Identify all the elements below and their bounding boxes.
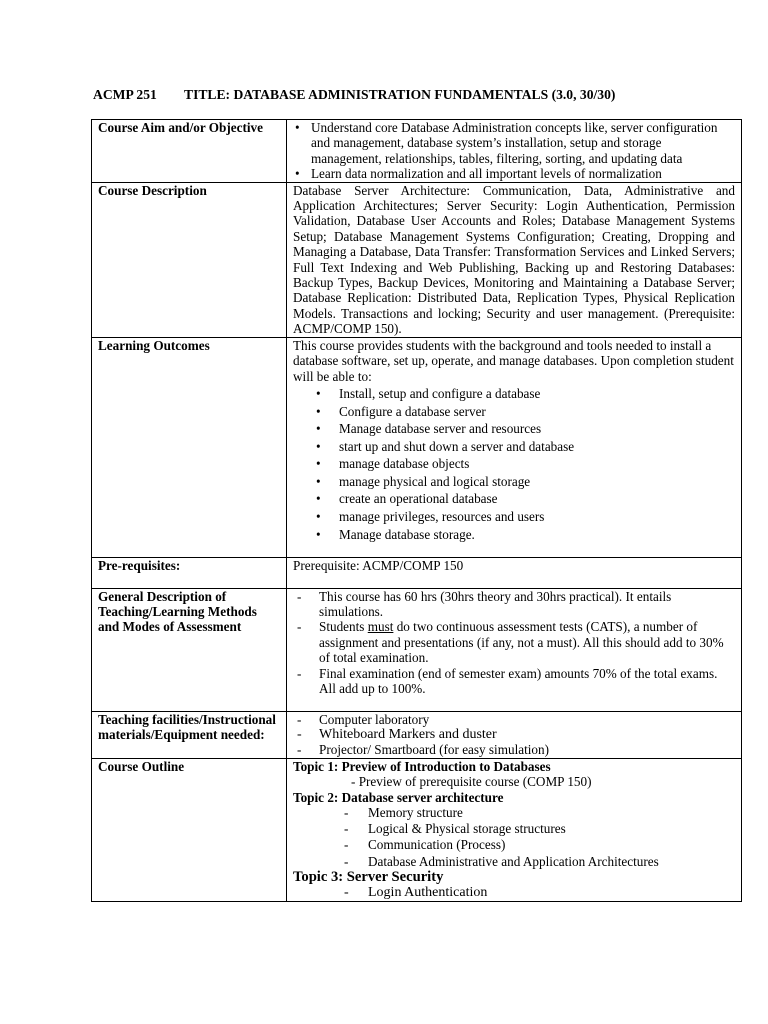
outcomes-intro: This course provides students with the background and tools needed to install a database software, set up, operate, and manage databases. Upon completion student will be able to: [293, 337, 734, 384]
list-item: • start up and shut down a server and database [339, 438, 735, 456]
spacer [293, 543, 735, 557]
syllabus-table [91, 119, 742, 902]
label-prereq: Pre-requisites: [92, 558, 287, 588]
label-outcomes: Learning Outcomes [92, 337, 287, 558]
label-outline: Course Outline [92, 758, 287, 902]
row-aim [92, 120, 742, 183]
course-code: ACMP 251 [93, 87, 157, 102]
content-aim [287, 120, 742, 183]
methods-text: do two continuous assessment tests (CATS), a number of assignment and presentations (if any, not a must). All this should add to 30% of total examination. [319, 619, 724, 666]
list-item: - This course has 60 hrs (30hrs theory and 30hrs practical). It entails simulations. [319, 589, 735, 620]
topic-subitem: - Preview of prerequisite course (COMP 150) [351, 774, 592, 790]
row-outline [92, 758, 742, 902]
list-item: - Projector/ Smartboard (for easy simulation) [319, 742, 735, 757]
list-item: • manage database objects [339, 455, 735, 473]
aim-list [293, 120, 735, 182]
methods-list [293, 589, 735, 697]
list-item: • Manage database server and resources [339, 420, 735, 438]
label-facilities: Teaching facilities/Instructional materials/Equipment needed: [92, 711, 287, 758]
row-methods [92, 588, 742, 711]
topic-items [293, 885, 735, 901]
list-item: • manage privileges, resources and users [339, 508, 735, 526]
label-methods: General Description of Teaching/Learning Methods and Modes of Assessment [92, 588, 287, 711]
row-outcomes [92, 337, 742, 558]
content-outcomes [287, 337, 742, 558]
list-item [319, 619, 735, 665]
methods-text: Students [319, 619, 368, 635]
list-item: - Login Authentication [368, 885, 735, 901]
content-facilities [287, 711, 742, 758]
topic-heading: Topic 1: Preview of Introduction to Databases [293, 758, 551, 774]
list-item: - Final examination (end of semester exam) amounts 70% of the total exams. All add up to 100%. [319, 666, 735, 697]
list-item: - Database Administrative and Application Architectures [368, 854, 735, 870]
outcomes-list [293, 385, 735, 543]
spacer [293, 697, 735, 711]
list-item: - Whiteboard Markers and duster [319, 727, 735, 742]
list-item: - Memory structure [368, 805, 735, 821]
content-outline [287, 758, 742, 902]
topic-heading: Topic 3: Server Security [293, 868, 444, 885]
row-description [92, 182, 742, 337]
list-item: - Communication (Process) [368, 837, 735, 853]
list-item: • Configure a database server [339, 403, 735, 421]
content-description: Database Server Architecture: Communication, Data, Administrative and Application Architectures; Server Security: Login Authentication, Permission Validation, Database User Accounts and Roles; Database Management Systems Setup; Database Management Systems Configuration; Creating, Dropping and Managing a Database, Data Transfer: Transformation Services and Linked Servers; Full Text Indexing and Web Publishing, Backing up and Restoring Databases: Backup Types, Backup Devices, Monitoring and Maintaining a Database Server; Database Replication: Distributed Data, Replication Types, Physical Replication Models. Transactions and locking; Security and user management. (Prerequisite: ACMP/COMP 150). [287, 182, 742, 337]
document-heading [93, 87, 615, 102]
list-item: - Computer laboratory [319, 712, 735, 727]
list-item: • Manage database storage. [339, 526, 735, 544]
list-item: • Learn data normalization and all important levels of normalization [311, 166, 735, 181]
content-methods [287, 588, 742, 711]
facilities-list [293, 712, 735, 758]
list-item: • create an operational database [339, 490, 735, 508]
list-item: • Install, setup and configure a database [339, 385, 735, 403]
topic-heading: Topic 2: Database server architecture [293, 789, 504, 805]
row-prereq [92, 558, 742, 588]
topic-items [293, 805, 735, 870]
methods-emphasis: must [367, 619, 394, 635]
prereq-text: Prerequisite: ACMP/COMP 150 [293, 558, 464, 574]
content-prereq [287, 558, 742, 588]
spacer [293, 574, 735, 588]
row-facilities [92, 711, 742, 758]
list-item: • Understand core Database Administration concepts like, server configuration and management, database system’s installation, setup and storage management, relationships, tables, filtering, sorting, and updating data [311, 120, 735, 166]
list-item: - Logical & Physical storage structures [368, 821, 735, 837]
course-title: TITLE: DATABASE ADMINISTRATION FUNDAMENTALS (3.0, 30/30) [184, 87, 616, 102]
label-aim: Course Aim and/or Objective [92, 120, 287, 183]
list-item: • manage physical and logical storage [339, 473, 735, 491]
label-description: Course Description [92, 182, 287, 337]
